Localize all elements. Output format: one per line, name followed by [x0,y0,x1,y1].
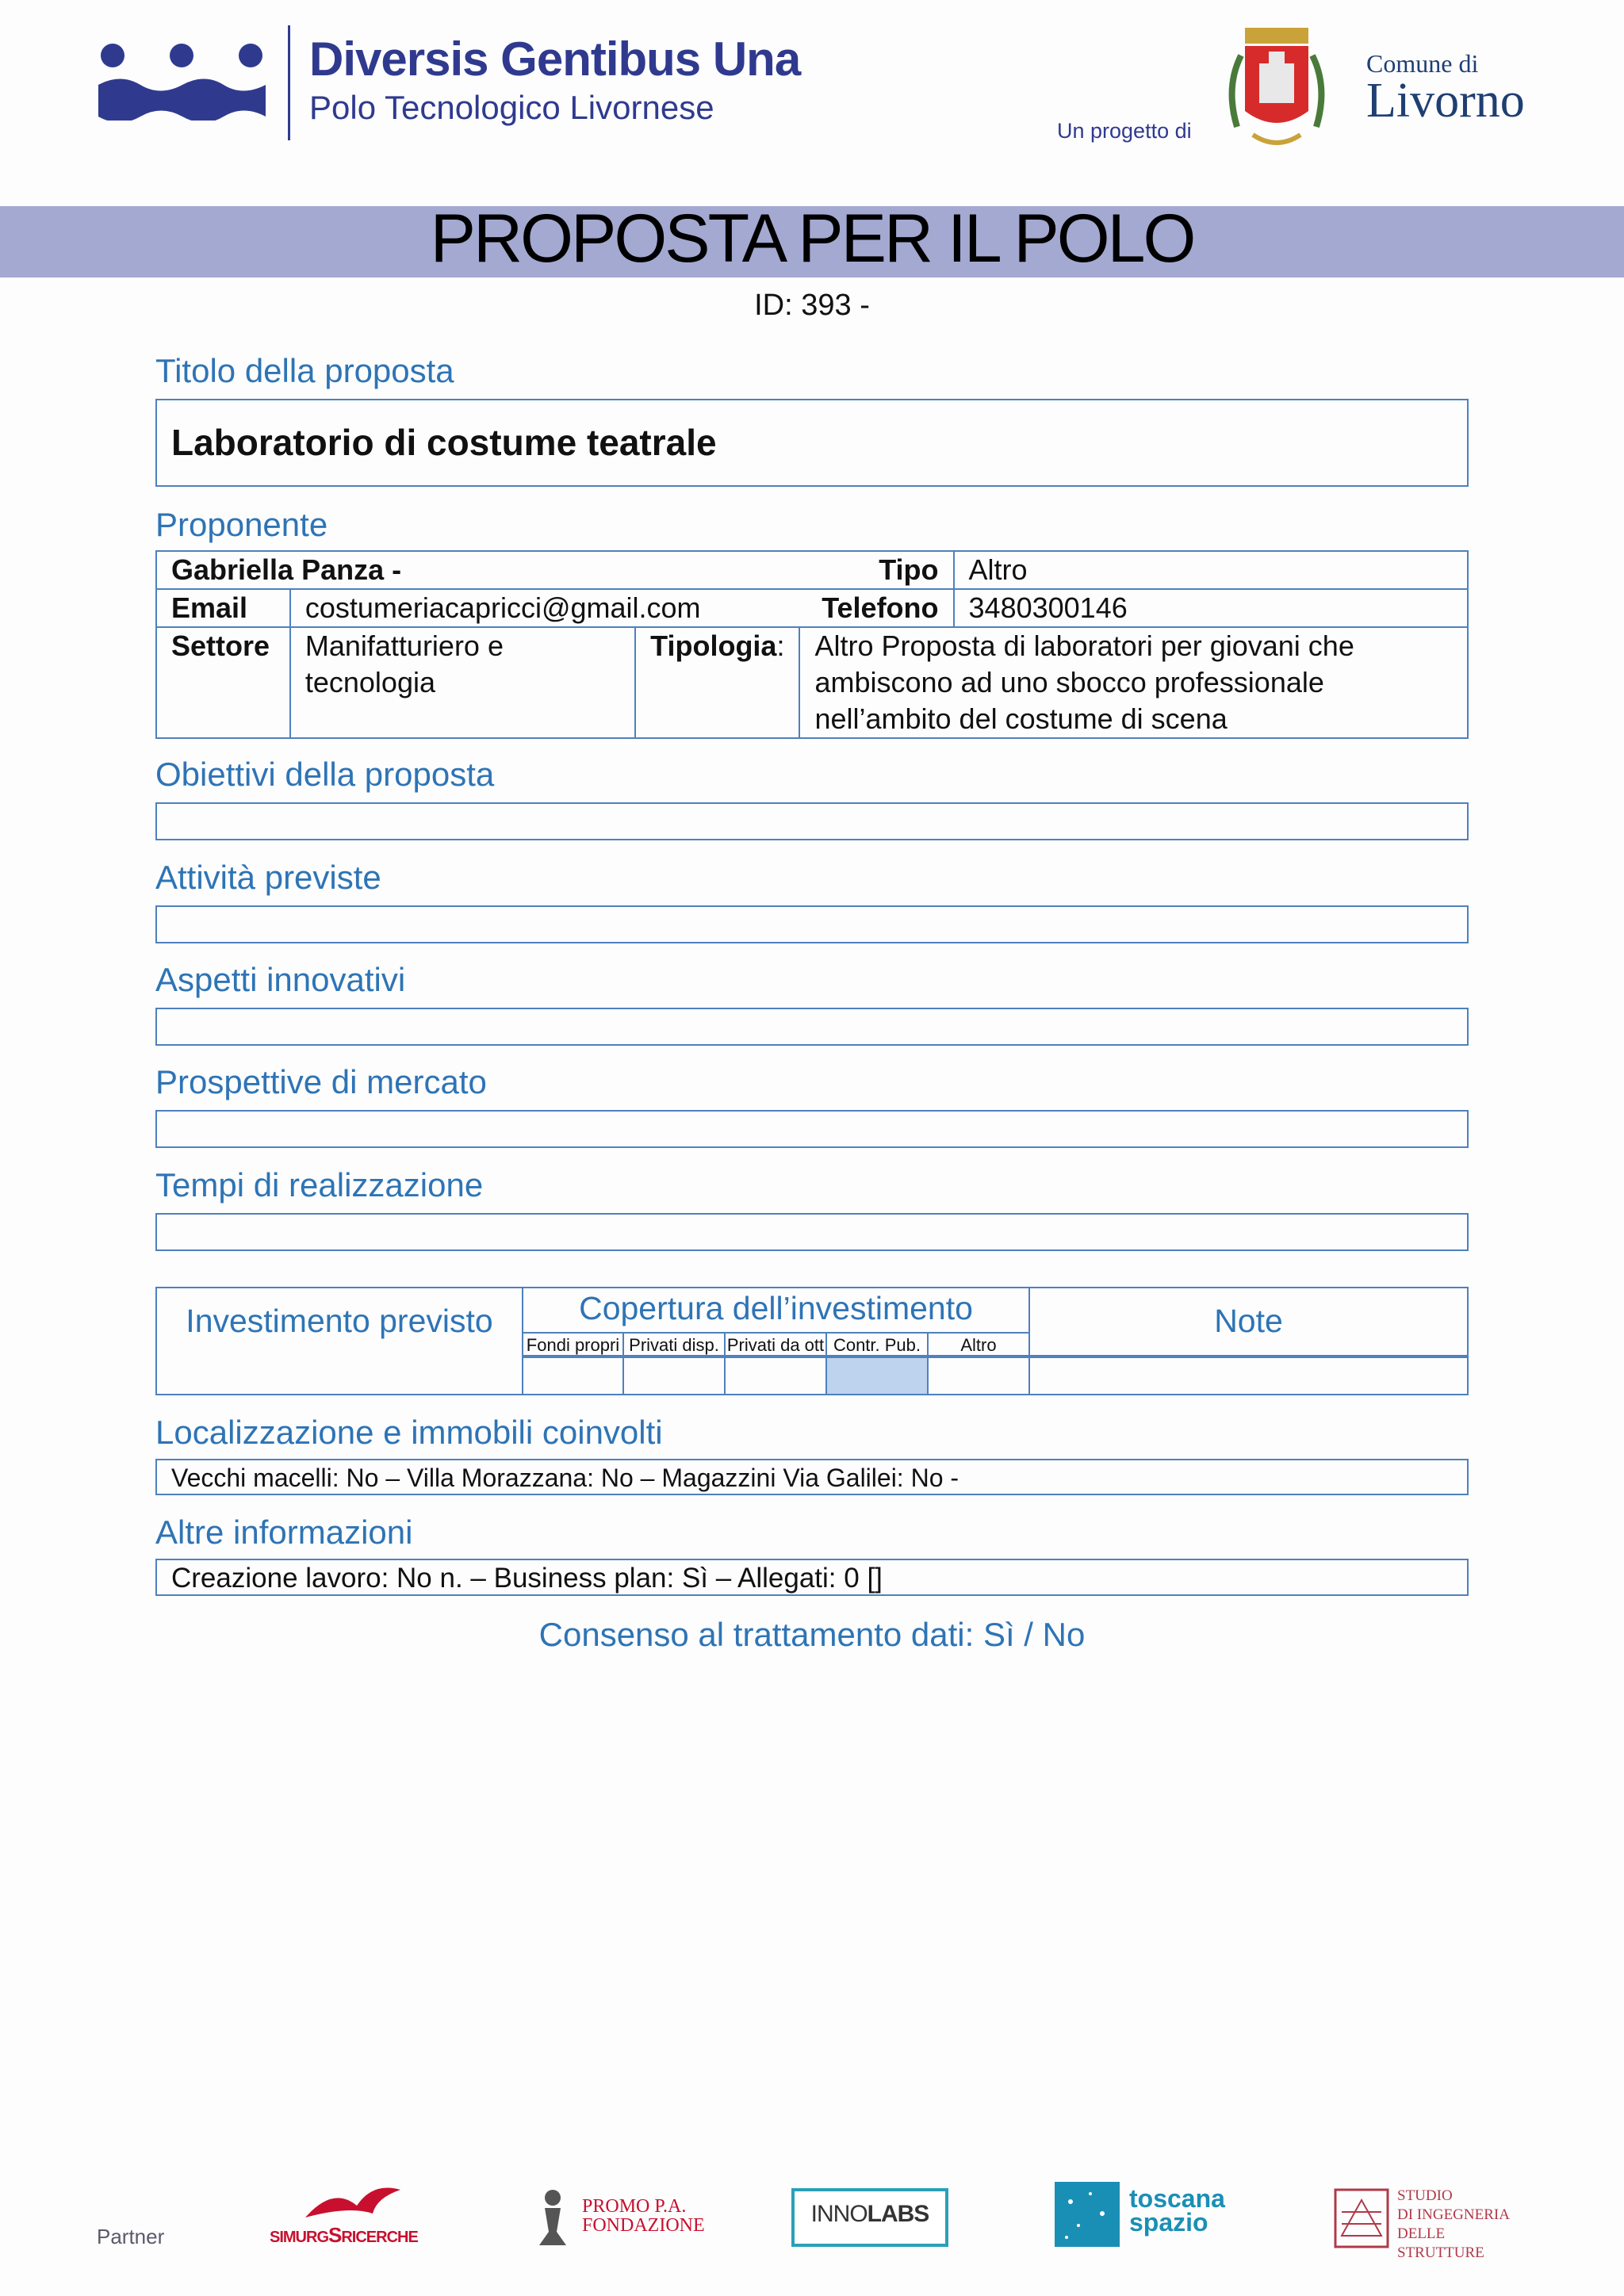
simurg-line2: RICERCHE [341,2229,418,2246]
email-cell [290,589,954,627]
privati-da-ott-header [724,1332,827,1358]
toscana-spazio-logo [1055,2182,1225,2252]
localizzazione-box [155,1459,1469,1495]
stars-square-icon [1055,2182,1120,2247]
contr-pub-label: Contr. Pub. [833,1335,921,1355]
altro-label: Altro [960,1335,997,1355]
privati-da-ott-label: Privati da ott [726,1335,825,1355]
telefono-label: Telefono [822,591,939,624]
fondi-propri-header [522,1332,624,1358]
tipo-value: Altro [954,551,1468,589]
localizzazione-value: Vecchi macelli: No – Villa Morazzana: No – Magazzini Via Galilei: No - [171,1464,959,1492]
studio-line1: STUDIO [1397,2187,1453,2204]
innolabs-line1: INNO [810,2201,868,2227]
simurg-bird-icon [301,2182,404,2221]
promopa-line2: FONDAZIONE [582,2215,705,2236]
email-label: Email [156,589,290,627]
partner-label: Partner [97,2225,165,2248]
tempi-box [155,1213,1469,1251]
polo-logo-icon [97,41,267,121]
consenso-text: Consenso al trattamento dati: Sì / No [538,1616,1086,1653]
prospettive-box [155,1110,1469,1148]
toscana-line2: spazio [1129,2208,1208,2237]
obiettivi-box [155,802,1469,840]
livorno-crest-icon [1221,24,1332,155]
titolo-label: Titolo della proposta [155,352,454,389]
org-subtitle: Polo Tecnologico Livornese [309,89,714,126]
altro-value [927,1357,1030,1395]
aspetti-label: Aspetti innovativi [155,961,406,998]
simurg-line1: SIMURG [270,2229,328,2246]
page-title: PROPOSTA PER IL POLO [430,201,1194,277]
prospettive-label: Prospettive di mercato [155,1063,487,1100]
settore-label: Settore [156,627,290,738]
proponente-label: Proponente [155,506,328,543]
privati-da-ott-value [724,1357,827,1395]
note-cell [1028,1287,1469,1357]
proponente-name-cell [156,551,954,589]
altro-header [927,1332,1030,1358]
aspetti-box [155,1008,1469,1046]
obiettivi-label: Obiettivi della proposta [155,756,495,793]
copertura-label: Copertura dell’investimento [579,1290,973,1326]
tipologia-label: Tipologia [650,629,777,662]
tipologia-colon: : [776,629,785,662]
investimento-cell [155,1287,523,1395]
altre-value: Creazione lavoro: No n. – Business plan: Sì – Allegati: 0 [] [171,1563,883,1594]
privati-disp-header [622,1332,726,1358]
settore-value: Manifatturiero e tecnologia [290,627,635,738]
org-title: Diversis Gentibus Una [309,33,801,86]
innolabs-logo [791,2188,948,2247]
contr-pub-value [825,1357,929,1395]
telefono-value: 3480300146 [954,589,1468,627]
building-sketch-icon [1334,2188,1389,2248]
progetto-label: Un progetto di [1057,119,1192,143]
titolo-value: Laboratorio di costume teatrale [171,422,717,463]
simurg-logo: SIMURGSRICERCHE [270,2182,428,2253]
promopa-line1: PROMO P.A. [582,2196,687,2217]
note-label: Note [1214,1303,1283,1339]
localizzazione-label: Localizzazione e immobili coinvolti [155,1414,663,1451]
altre-box [155,1559,1469,1596]
altre-label: Altre informazioni [155,1513,413,1551]
attivita-box [155,905,1469,943]
tipo-label: Tipo [879,553,939,586]
contr-pub-header [825,1332,929,1358]
attivita-label: Attività previste [155,859,381,896]
tempi-label: Tempi di realizzazione [155,1166,484,1203]
comune-di-label: Comune di [1366,49,1479,78]
toscana-line1: toscana [1129,2184,1225,2213]
chess-pawn-icon [533,2188,573,2248]
note-value [1028,1357,1469,1395]
studio-line2: DI INGEGNERIA [1397,2206,1510,2223]
proponente-table [155,550,1469,739]
investimento-label: Investimento previsto [186,1303,493,1339]
privati-disp-value [622,1357,726,1395]
tipologia-label-cell [635,627,799,738]
fondi-propri-label: Fondi propri [526,1335,620,1355]
investimento-table [155,1287,1469,1395]
titolo-box [155,399,1469,487]
livorno-label: Livorno [1366,74,1525,128]
header-separator [288,25,290,140]
proponente-name: Gabriella Panza - [171,553,402,586]
tipologia-value: Altro Proposta di laboratori per giovani che ambiscono ad uno sbocco professionale nell’ambito del costume di scena [799,627,1468,738]
privati-disp-label: Privati disp. [629,1335,719,1355]
innolabs-line2: LABS [867,2201,929,2227]
studio-line3: DELLE STRUTTURE [1397,2225,1484,2261]
proposal-id: ID: 393 - [754,289,870,322]
promopa-logo [533,2184,705,2252]
fondi-propri-value [522,1357,624,1395]
email-value: costumeriacapricci@gmail.com [304,591,701,624]
studio-ingegneria-logo [1334,2187,1524,2261]
